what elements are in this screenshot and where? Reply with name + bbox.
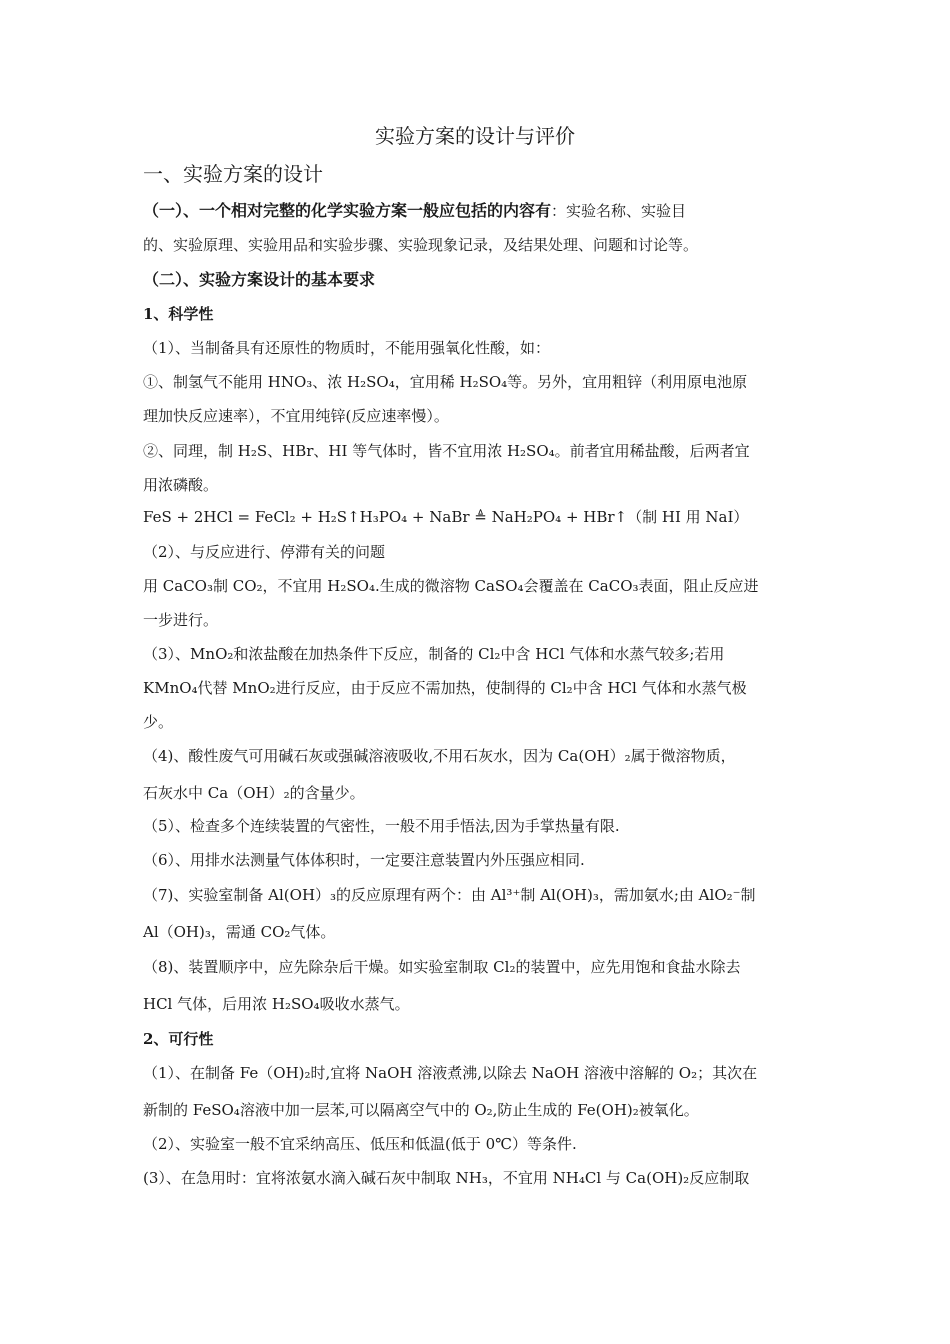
paragraph [143,877,811,951]
paragraph [143,637,811,739]
paragraph: （5）、检查多个连续装置的气密性，一般不用手悟法,因为手掌热量有限. [143,817,620,835]
paragraph-line: 一步进行。 [143,611,219,629]
paragraph: (3）、在急用时：宜将浓氨水滴入碱石灰中制取 NH₃，不宜用 NH₄Cl 与 Ca(OH)₂反应制取 [143,1169,750,1187]
paragraph-line: （3）、MnO₂和浓盐酸在加热条件下反应，制备的 Cl₂中含 HCl 气体和水蒸气较多;若用 [143,645,725,663]
paragraph-line: Al（OH)₃，需通 CO₂气体。 [143,923,336,941]
paragraph [143,738,811,812]
paragraph-line: 少。 [143,713,174,731]
paragraph-text: 的、实验原理、实验用品和实验步骤、实验现象记录，及结果处理、问题和讨论等。 [143,236,699,254]
paragraph-line: （1）、在制备 Fe（OH)₂时,宜将 NaOH 溶液煮沸,以除去 NaOH 溶液中溶解的 O₂；其次在 [143,1064,758,1082]
paragraph-line: ①、制氢气不能用 HNO₃、浓 H₂SO₄，宜用稀 H₂SO₄等。另外，宜用粗锌（利用原电池原 [143,373,748,391]
paragraph-line: （7)、实验室制备 Al(OH）₃的反应原理有两个：由 Al³⁺制 Al(OH)₃，需加氨水;由 AlO₂⁻制 [143,886,756,904]
paragraph-line: 新制的 FeSO₄溶液中加一层苯,可以隔离空气中的 O₂,防止生成的 Fe(OH)₂被氧化。 [143,1101,699,1119]
paragraph: （6）、用排水法测量气体体积时，一定要注意装置内外压强应相同. [143,851,585,869]
item-heading [143,1022,811,1056]
paragraph: （1）、当制备具有还原性的物质时，不能用强氧化性酸，如： [143,339,551,357]
paragraph-text: ：实验名称、实验目 [551,202,687,220]
paragraph: （2）、与反应进行、停滞有关的问题 [143,543,386,561]
paragraph-line: （8)、装置顺序中，应先除杂后干燥。如实验室制取 Cl₂的装置中，应先用饱和食盐水除去 [143,958,741,976]
paragraph-line: KMnO₄代替 MnO₂进行反应，由于反应不需加热，使制得的 Cl₂中含 HCl 气体和水蒸气极 [143,679,747,697]
section-heading: 一、实验方案的设计 [143,162,323,186]
paragraph-line: 理加快反应速率），不宜用纯锌(反应速率慢）。 [143,407,449,425]
paragraph-lead: （一）、一个相对完整的化学实验方案一般应包括的内容有 [143,201,552,220]
paragraph: （2）、实验室一般不宜采纳高压、低压和低温(低于 0℃）等条件. [143,1135,577,1153]
item-heading-text: 1、科学性 [143,305,214,323]
equation-line: FeS + 2HCl = FeCl₂ + H₂S↑H₃PO₄ + NaBr ≜ NaH₂PO₄ + HBr↑（制 HI 用 NaI） [143,508,749,526]
paragraph-line: 用 CaCO₃制 CO₂，不宜用 H₂SO₄.生成的微溶物 CaSO₄会覆盖在 CaCO₃表面，阻止反应进 [143,577,759,595]
paragraph-line: 用浓磷酸。 [143,476,219,494]
subheading [143,263,811,297]
paragraph [143,949,811,1023]
item-heading-text: 2、可行性 [143,1030,214,1048]
subheading-text: （二）、实验方案设计的基本要求 [143,270,376,289]
paragraph-line: 石灰水中 Ca（OH）₂的含量少。 [143,784,365,802]
item-heading [143,297,811,331]
paragraph [143,434,811,502]
paragraph [143,365,811,433]
paragraph-line: ②、同理，制 H₂S、HBr、HI 等气体时，皆不宜用浓 H₂SO₄。前者宜用稀盐酸，后两者宜 [143,442,750,460]
paragraph-line: （4)、酸性废气可用碱石灰或强碱溶液吸收,不用石灰水，因为 Ca(OH）₂属于微溶物质， [143,747,736,765]
paragraph [143,1055,811,1129]
document-title: 实验方案的设计与评价 [375,124,575,148]
paragraph-line: HCl 气体，后用浓 H₂SO₄吸收水蒸气。 [143,995,410,1013]
paragraph [143,569,811,637]
paragraph-contents [143,194,811,262]
